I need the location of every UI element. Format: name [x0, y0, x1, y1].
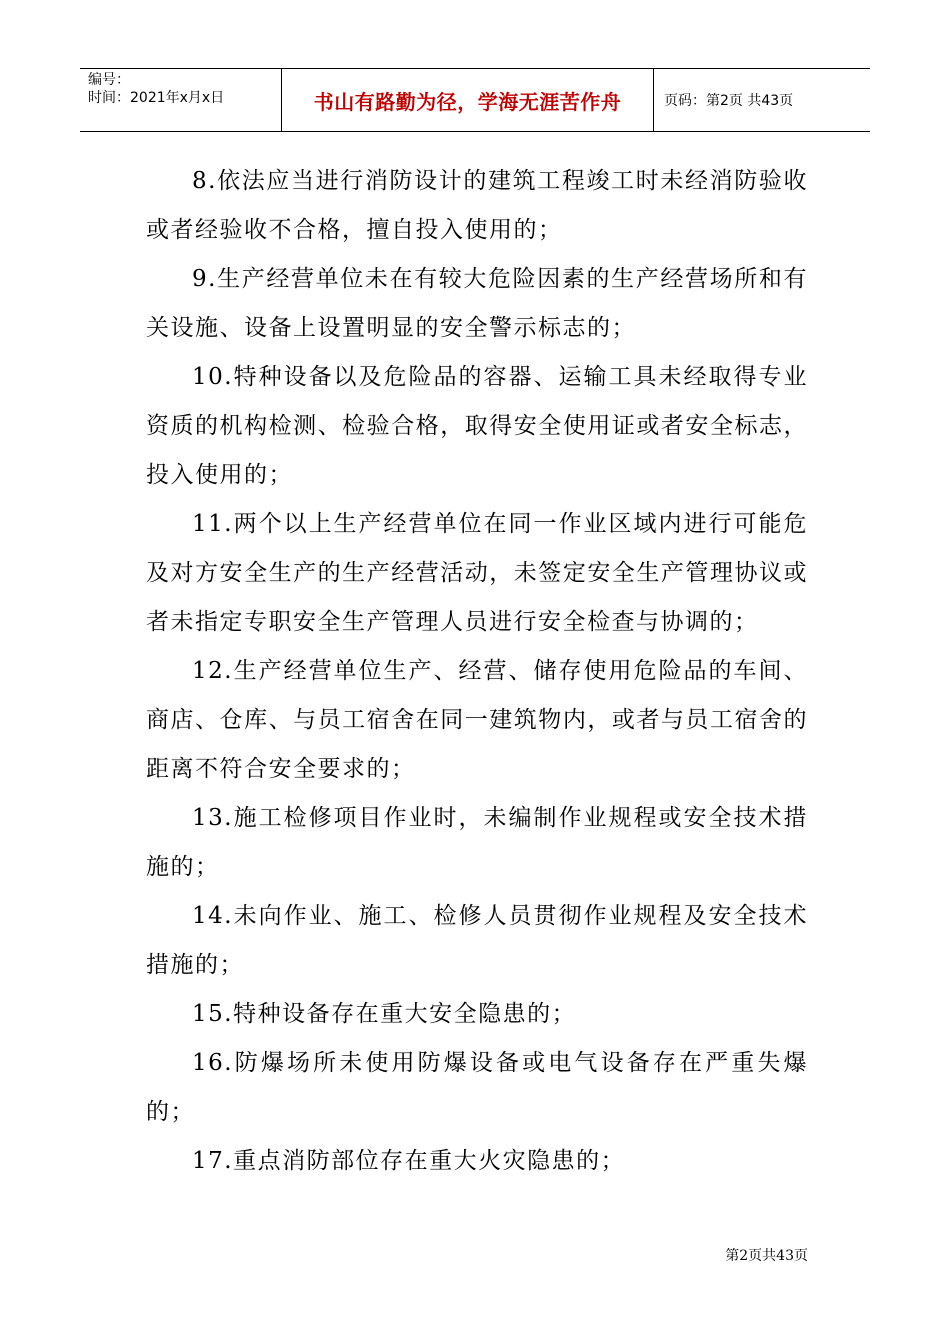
document-number-label: 编号：: [88, 72, 130, 88]
paragraph-item-16: 16.防爆场所未使用防爆设备或电气设备存在严重失爆的；: [146, 1050, 808, 1125]
paragraph-item-9: 9.生产经营单位未在有较大危险因素的生产经营场所和有关设施、设备上设置明显的安全警示标志的；: [146, 266, 808, 341]
document-body: [146, 157, 808, 1186]
header-motto: 书山有路勤为径，学海无涯苦作舟: [282, 69, 654, 131]
paragraph-item-15: 15.特种设备存在重大安全隐患的；: [192, 1001, 577, 1027]
paragraph-item-8: 8.依法应当进行消防设计的建筑工程竣工时未经消防验收或者经验收不合格，擅自投入使用的；: [146, 168, 808, 243]
page-header: [80, 68, 870, 132]
paragraph-item-10: 10.特种设备以及危险品的容器、运输工具未经取得专业资质的机构检测、检验合格，取得安全使用证或者安全标志，投入使用的；: [146, 364, 808, 488]
paragraph-item-11: 11.两个以上生产经营单位在同一作业区域内进行可能危及对方安全生产的生产经营活动，未签定安全生产管理协议或者未指定专职安全生产管理人员进行安全检查与协调的；: [146, 511, 808, 635]
paragraph-item-17: 17.重点消防部位存在重大火灾隐患的；: [192, 1148, 626, 1174]
paragraph-item-13: 13.施工检修项目作业时，未编制作业规程或安全技术措施的；: [146, 805, 808, 880]
header-meta: [80, 69, 282, 131]
paragraph-item-14: 14.未向作业、施工、检修人员贯彻作业规程及安全技术措施的；: [146, 903, 808, 978]
header-page-info: 页码：第2页 共43页: [664, 93, 794, 109]
paragraph-item-12: 12.生产经营单位生产、经营、储存使用危险品的车间、商店、仓库、与员工宿舍在同一建筑物内，或者与员工宿舍的距离不符合安全要求的；: [146, 658, 808, 782]
page-footer-number: 第2页共43页: [725, 1248, 808, 1264]
document-time-label: 时间：2021年x月x日: [88, 90, 225, 106]
